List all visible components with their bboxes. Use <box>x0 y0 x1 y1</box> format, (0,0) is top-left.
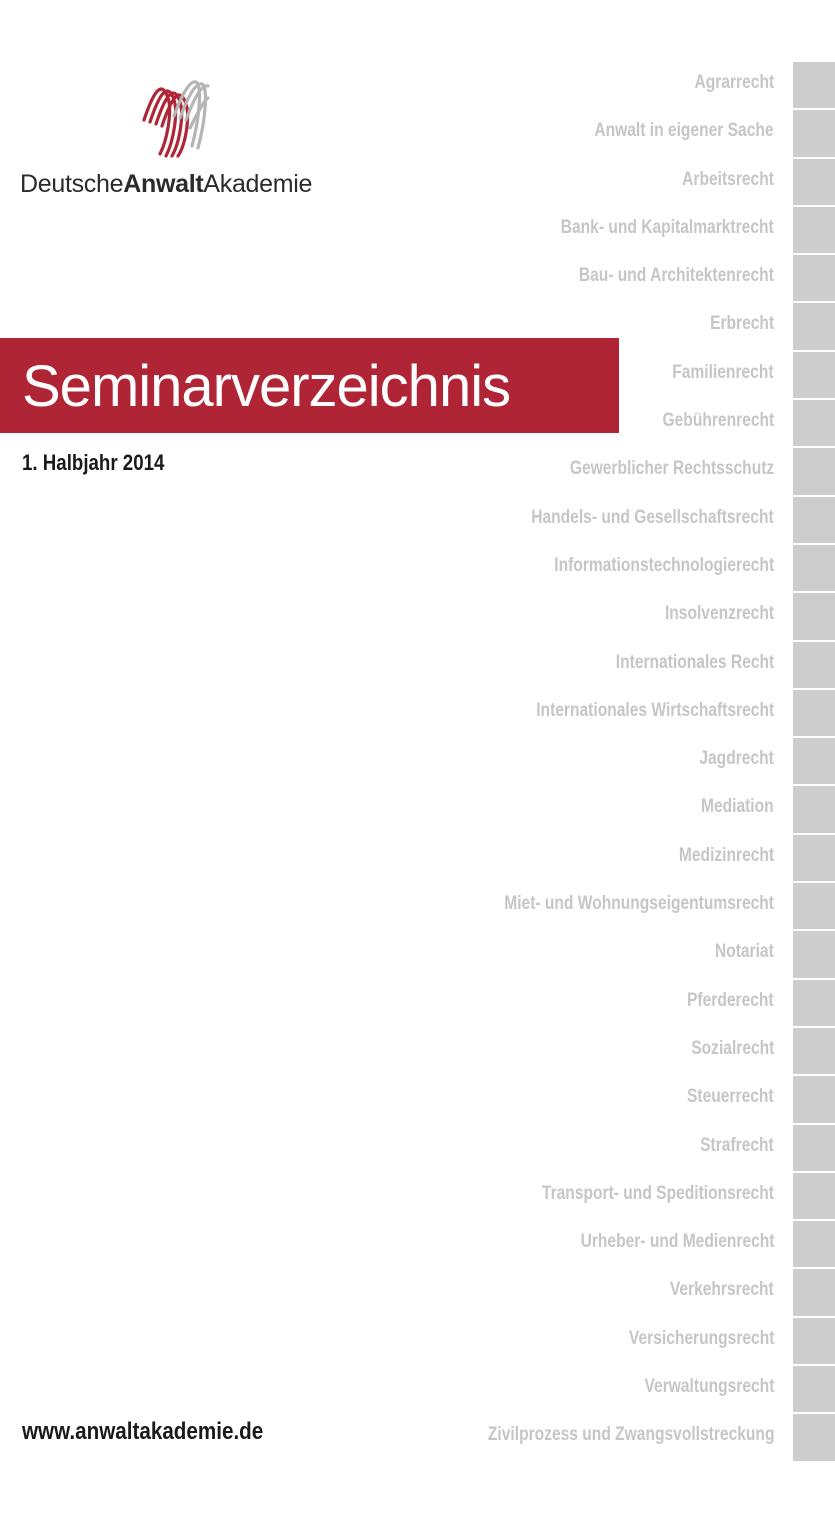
topic-label: Bank- und Kapitalmarktrecht <box>561 216 774 238</box>
register-tab[interactable] <box>793 1173 835 1219</box>
topic-item[interactable] <box>365 1173 835 1219</box>
topic-label: Handels- und Gesellschaftsrecht <box>531 506 774 528</box>
register-tab[interactable] <box>793 448 835 494</box>
topic-item[interactable] <box>365 1125 835 1171</box>
topic-label: Miet- und Wohnungseigentumsrecht <box>504 893 774 915</box>
topic-item[interactable] <box>365 642 835 688</box>
topic-label: Strafrecht <box>700 1134 774 1156</box>
topic-label: Jagdrecht <box>699 748 774 770</box>
topic-item[interactable] <box>365 980 835 1026</box>
brand-name <box>20 170 312 199</box>
topic-item[interactable] <box>365 931 835 977</box>
topic-item[interactable] <box>365 497 835 543</box>
topic-label: Gebührenrecht <box>662 410 774 432</box>
brand-name-part2: Anwalt <box>123 170 204 198</box>
topic-label: Verwaltungsrecht <box>644 1376 774 1398</box>
register-tab[interactable] <box>793 497 835 543</box>
topic-item[interactable] <box>365 400 835 446</box>
register-tab[interactable] <box>793 883 835 929</box>
register-tab[interactable] <box>793 1028 835 1074</box>
topic-item[interactable] <box>365 110 835 156</box>
topic-item[interactable] <box>365 1221 835 1267</box>
topic-label: Anwalt in eigener Sache <box>594 120 774 142</box>
brand-name-part3: Akademie <box>203 170 313 198</box>
topic-label: Versicherungsrecht <box>628 1327 774 1349</box>
page-title: Seminarverzeichnis <box>22 354 511 419</box>
topic-item[interactable] <box>365 738 835 784</box>
register-tab[interactable] <box>793 545 835 591</box>
topic-item[interactable] <box>365 545 835 591</box>
register-tab[interactable] <box>793 1269 835 1315</box>
topic-label: Urheber- und Medienrecht <box>580 1231 774 1253</box>
topic-label: Verkehrsrecht <box>670 1279 774 1301</box>
topic-label: Agrarrecht <box>694 72 774 93</box>
topic-label: Internationales Wirtschaftsrecht <box>536 699 774 721</box>
topic-label: Insolvenzrecht <box>664 603 774 625</box>
topic-item[interactable] <box>365 1076 835 1122</box>
register-tab[interactable] <box>793 1318 835 1364</box>
topic-label: Familienrecht <box>672 361 774 383</box>
register-tab[interactable] <box>793 255 835 301</box>
topic-label: Informationstechnologierecht <box>554 554 774 576</box>
topic-label: Pferderecht <box>687 989 774 1011</box>
topic-item[interactable] <box>365 1269 835 1315</box>
register-tab[interactable] <box>793 980 835 1026</box>
topic-item[interactable] <box>365 786 835 832</box>
topic-label: Bau- und Architektenrecht <box>578 265 774 287</box>
topic-label: Transport- und Speditionsrecht <box>542 1182 774 1204</box>
topic-label: Gewerblicher Rechtsschutz <box>569 458 774 480</box>
topic-label: Medizinrecht <box>678 844 774 866</box>
topic-label: Sozialrecht <box>690 1037 774 1059</box>
topic-item[interactable] <box>365 1366 835 1412</box>
topic-label: Arbeitsrecht <box>682 168 774 190</box>
register-tab[interactable] <box>793 1414 835 1460</box>
register-tab[interactable] <box>793 159 835 205</box>
topic-item[interactable] <box>365 207 835 253</box>
register-tab[interactable] <box>793 642 835 688</box>
topic-item[interactable] <box>365 159 835 205</box>
register-tab[interactable] <box>793 738 835 784</box>
register-tab[interactable] <box>793 1125 835 1171</box>
register-tab[interactable] <box>793 62 835 108</box>
register-tab[interactable] <box>793 593 835 639</box>
register-tab[interactable] <box>793 786 835 832</box>
wave-logo-icon <box>142 76 210 158</box>
topic-item[interactable] <box>365 1028 835 1074</box>
register-tab[interactable] <box>793 400 835 446</box>
topic-label: Steuerrecht <box>687 1086 774 1108</box>
topic-item[interactable] <box>365 62 835 108</box>
brand-logo <box>20 76 350 206</box>
topic-label: Mediation <box>701 796 774 818</box>
topic-label: Zivilprozess und Zwangsvollstreckung <box>487 1424 774 1446</box>
topic-label: Erbrecht <box>709 313 774 335</box>
topic-label: Internationales Recht <box>615 651 774 673</box>
register-tab[interactable] <box>793 303 835 349</box>
topic-item[interactable] <box>365 835 835 881</box>
topic-item[interactable] <box>365 690 835 736</box>
topic-item[interactable] <box>365 448 835 494</box>
register-tab[interactable] <box>793 690 835 736</box>
register-tab[interactable] <box>793 1221 835 1267</box>
topic-index <box>365 62 835 1463</box>
topic-item[interactable] <box>365 303 835 349</box>
topic-item[interactable] <box>365 883 835 929</box>
topic-label: Notariat <box>715 941 774 963</box>
website-link[interactable]: www.anwaltakademie.de <box>22 1418 264 1445</box>
topic-item[interactable] <box>365 593 835 639</box>
register-tab[interactable] <box>793 110 835 156</box>
topic-item[interactable] <box>365 255 835 301</box>
register-tab[interactable] <box>793 931 835 977</box>
period-subtitle: 1. Halbjahr 2014 <box>22 450 165 475</box>
register-tab[interactable] <box>793 1076 835 1122</box>
topic-item[interactable] <box>365 1318 835 1364</box>
topic-item[interactable] <box>365 1414 835 1460</box>
register-tab[interactable] <box>793 352 835 398</box>
register-tab[interactable] <box>793 207 835 253</box>
register-tab[interactable] <box>793 1366 835 1412</box>
brand-name-part1: Deutsche <box>20 170 124 198</box>
topic-item[interactable] <box>365 352 835 398</box>
register-tab[interactable] <box>793 835 835 881</box>
